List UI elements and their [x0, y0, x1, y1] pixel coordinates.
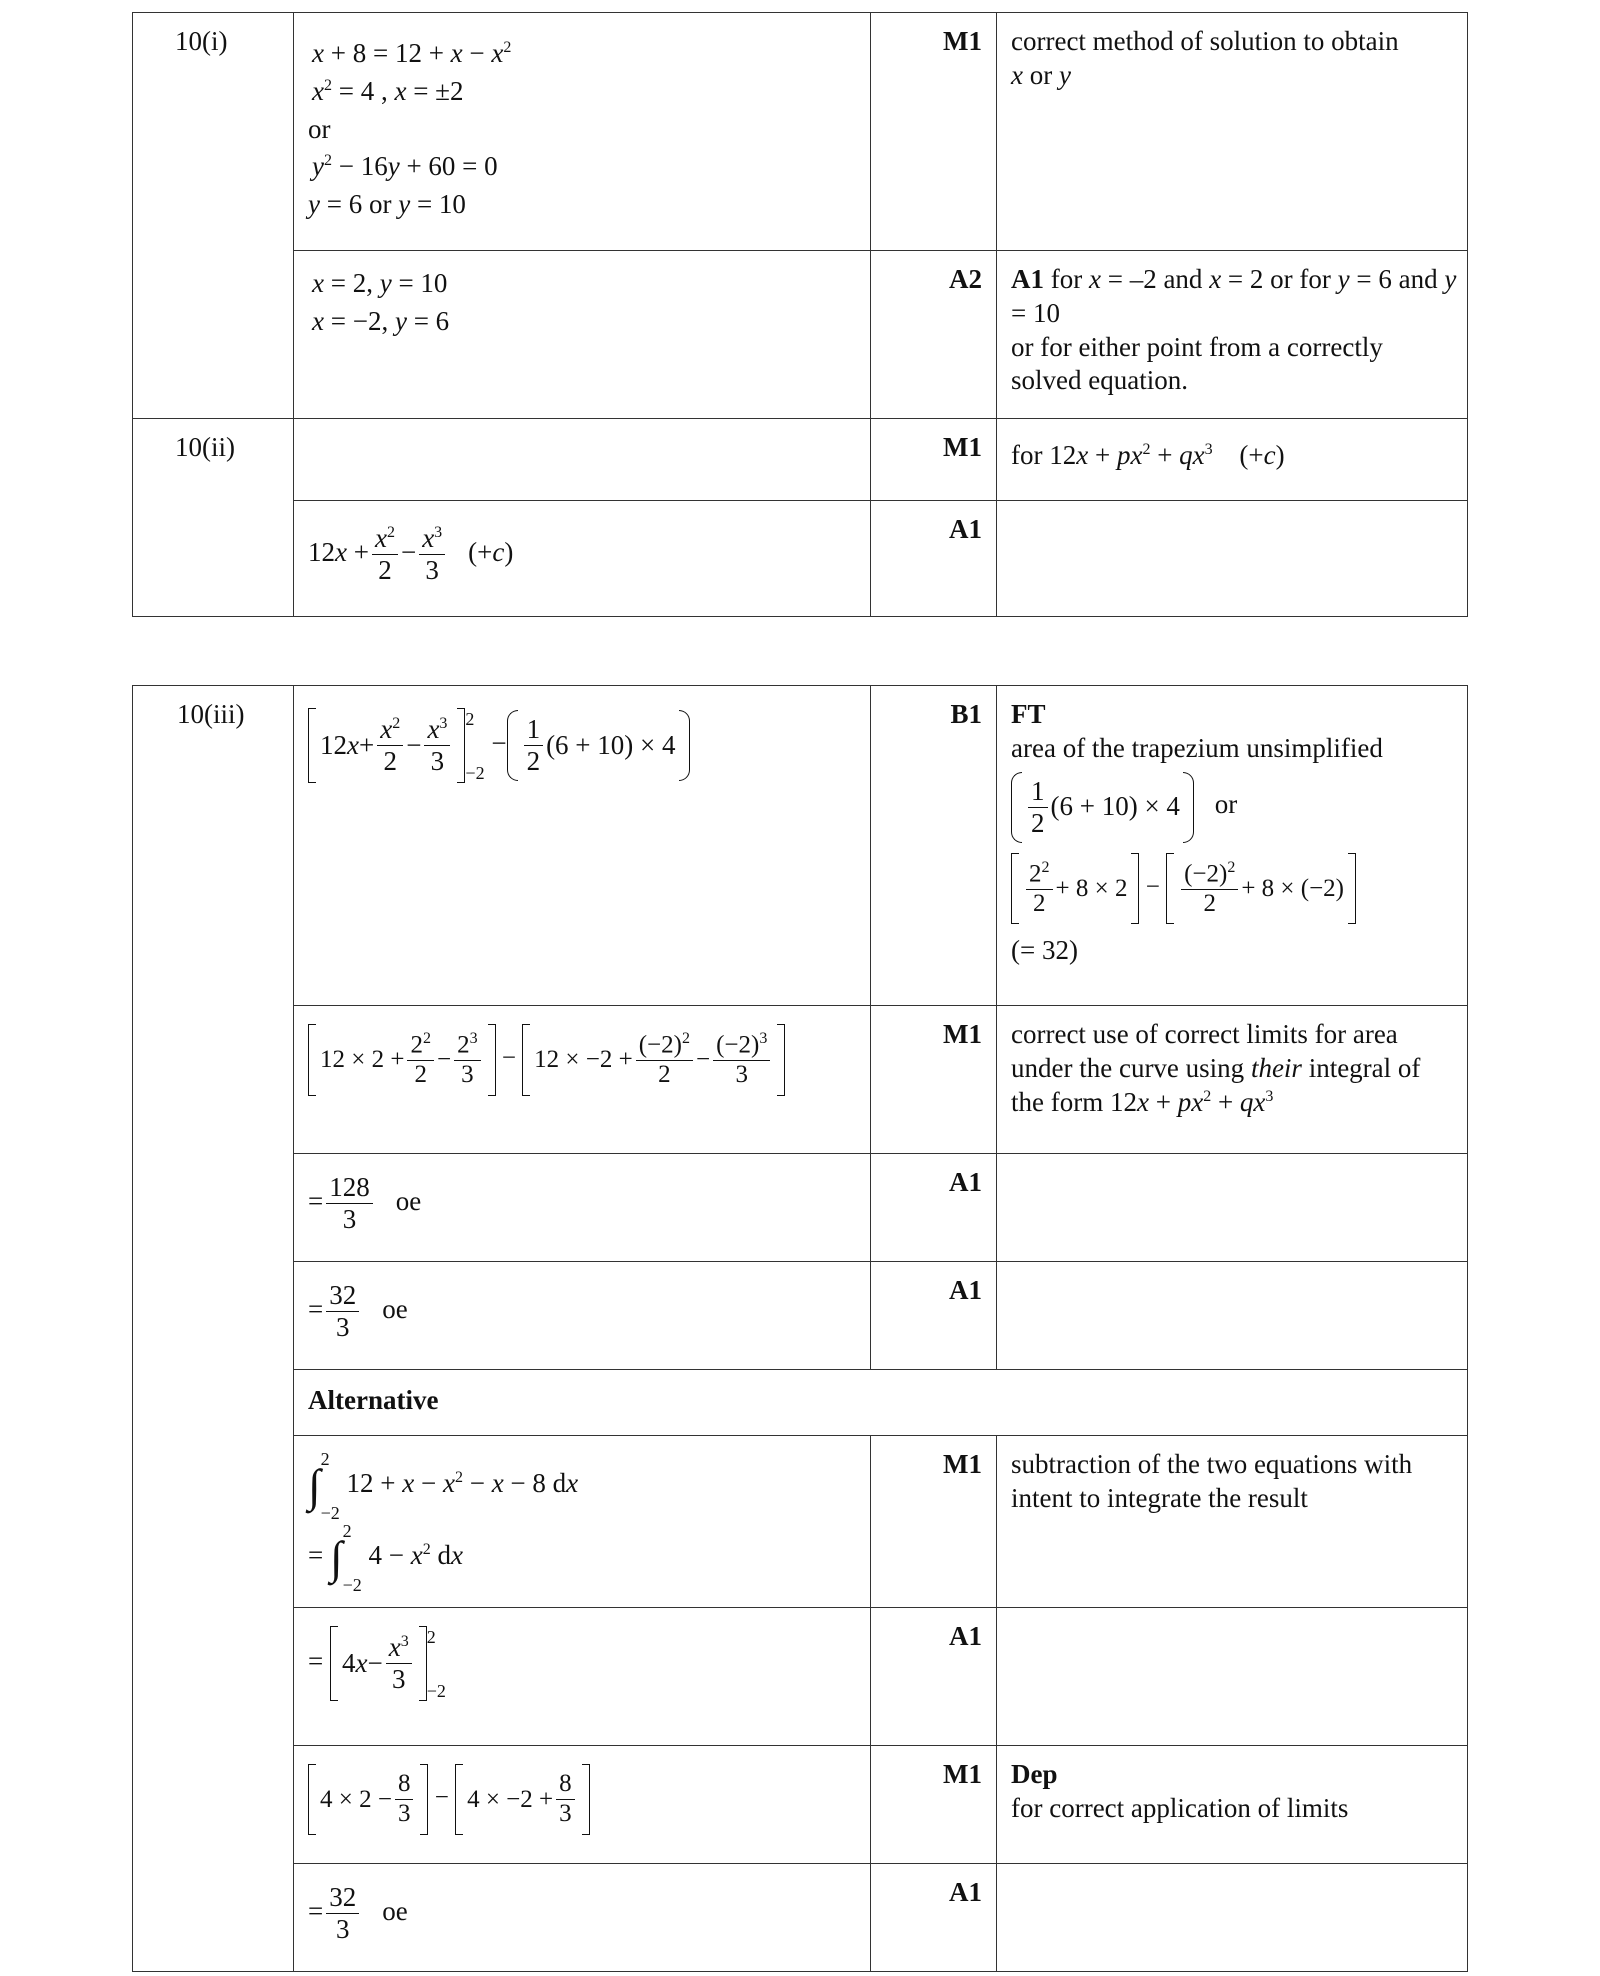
- mark-label: A1: [871, 501, 997, 617]
- table-row: [133, 1370, 1468, 1436]
- table-row: [133, 419, 1468, 501]
- mark-scheme-table-1: [132, 12, 1468, 617]
- mark-scheme-table-2: [132, 685, 1468, 1972]
- mark-label: M1: [871, 1436, 997, 1608]
- guidance-cell: [997, 1608, 1468, 1746]
- guidance-cell: subtraction of the two equations with intent to integrate the result: [997, 1436, 1468, 1608]
- equation-line: $x^2 = 4$ , x = ±2: [312, 75, 464, 106]
- alternative-label: Alternative: [308, 1385, 439, 1415]
- answer-cell: [294, 419, 871, 501]
- alternative-heading: [294, 1370, 1468, 1436]
- mark-label: A1: [871, 1262, 997, 1370]
- table-row: [133, 1006, 1468, 1154]
- ft-label: FT: [1011, 699, 1046, 729]
- or-label: or: [308, 113, 331, 144]
- table-row: [133, 501, 1468, 617]
- table-row: [133, 13, 1468, 251]
- answer-cell: [294, 13, 871, 251]
- guidance-cell: A1 for x = –2 and x = 2 or for y = 6 and y = 10 or for either point from a correctly solved equation.: [997, 251, 1468, 419]
- trapezium-result: (= 32): [1011, 935, 1078, 966]
- equation-line: y = 6 or y = 10: [308, 189, 466, 219]
- mark-label: A2: [871, 251, 997, 419]
- guidance-cell: [997, 501, 1468, 617]
- guidance-cell: correct method of solution to obtain x or y: [997, 13, 1468, 251]
- mark-label: M1: [871, 13, 997, 251]
- evaluation-bracket: 12 x + $x^2$ 2 − $x^3$ 3: [308, 708, 465, 783]
- answer-cell: 12 × 2 + $2^2$ 2 − $2^3$ 3 − 12 × −2 + $(-2)^2$ 2 − $(-2)^3$ 3: [294, 1006, 871, 1154]
- answer-cell: = 4 x − $x^3$ 3 2 −2: [294, 1608, 871, 1746]
- guidance-cell: correct use of correct limits for area under the curve using their integral of the form $12x + px^2 + qx^3$: [997, 1006, 1468, 1154]
- guidance-cell: [997, 1154, 1468, 1262]
- question-number: 10(iii): [133, 686, 294, 1972]
- guidance-cell: [997, 1262, 1468, 1370]
- question-number: 10(ii): [133, 419, 294, 617]
- table-row: [133, 1262, 1468, 1370]
- answer-cell: = $\frac{128}{3}$ oe: [294, 1154, 871, 1262]
- or-label: or: [1214, 789, 1238, 820]
- guidance-cell: [997, 1864, 1468, 1972]
- question-number: 10(i): [133, 13, 294, 419]
- table-row: [133, 1608, 1468, 1746]
- table-row: [133, 1746, 1468, 1864]
- limits-note: for correct application of limits: [1011, 1792, 1349, 1823]
- answer-cell: = $\frac{32}{3}$ oe: [294, 1864, 871, 1972]
- mark-label: M1: [871, 419, 997, 501]
- answer-cell: 12 x + $x^2$ 2 − $x^3$ 3 2 −2 − 1 2 (6 + 10) × 4: [294, 686, 871, 1006]
- equation-line: $y^2 - 16y + 60 = 0$: [312, 151, 498, 182]
- answer-cell: = $\frac{32}{3}$ oe: [294, 1262, 871, 1370]
- mark-label: A1: [871, 1864, 997, 1972]
- answer-cell: 12x + $\frac{x^2}{2}$ − $\frac{x^3}{3}$ (+c): [294, 501, 871, 617]
- mark-label: A1: [871, 1154, 997, 1262]
- trapezium-note: area of the trapezium unsimplified: [1011, 732, 1383, 763]
- guidance-cell: for $12x + px^2 + qx^3$ (+c): [997, 419, 1468, 501]
- table-row: [133, 1864, 1468, 1972]
- mark-label: M1: [871, 1006, 997, 1154]
- mark-label: B1: [871, 686, 997, 1006]
- guidance-cell: FT area of the trapezium unsimplified 1 2 (6 + 10) × 4 or $2^2$ 2 + 8 × 2 − $(-2)^2$ 2 + 8 × (−2) (= 32): [997, 686, 1468, 1006]
- answer-cell: 4 × 2 − 8 3 − 4 × −2 + 8 3: [294, 1746, 871, 1864]
- equation-line: $x + 8 = 12 + x - x^2$: [312, 38, 512, 68]
- table-row: [133, 1436, 1468, 1608]
- answer-cell: x = 2, y = 10 x = −2, y = 6: [294, 251, 871, 419]
- answer-cell: ∫ 2 −2 $12 + x - x^2 - x - 8$ dx = ∫ 2 −2 $4 - x^2$ dx: [294, 1436, 871, 1608]
- mark-label: M1: [871, 1746, 997, 1864]
- dep-label: Dep: [1011, 1759, 1058, 1789]
- table-row: [133, 686, 1468, 1006]
- table-row: [133, 1154, 1468, 1262]
- mark-label: A1: [871, 1608, 997, 1746]
- table-row: [133, 251, 1468, 419]
- guidance-cell: [997, 1746, 1468, 1864]
